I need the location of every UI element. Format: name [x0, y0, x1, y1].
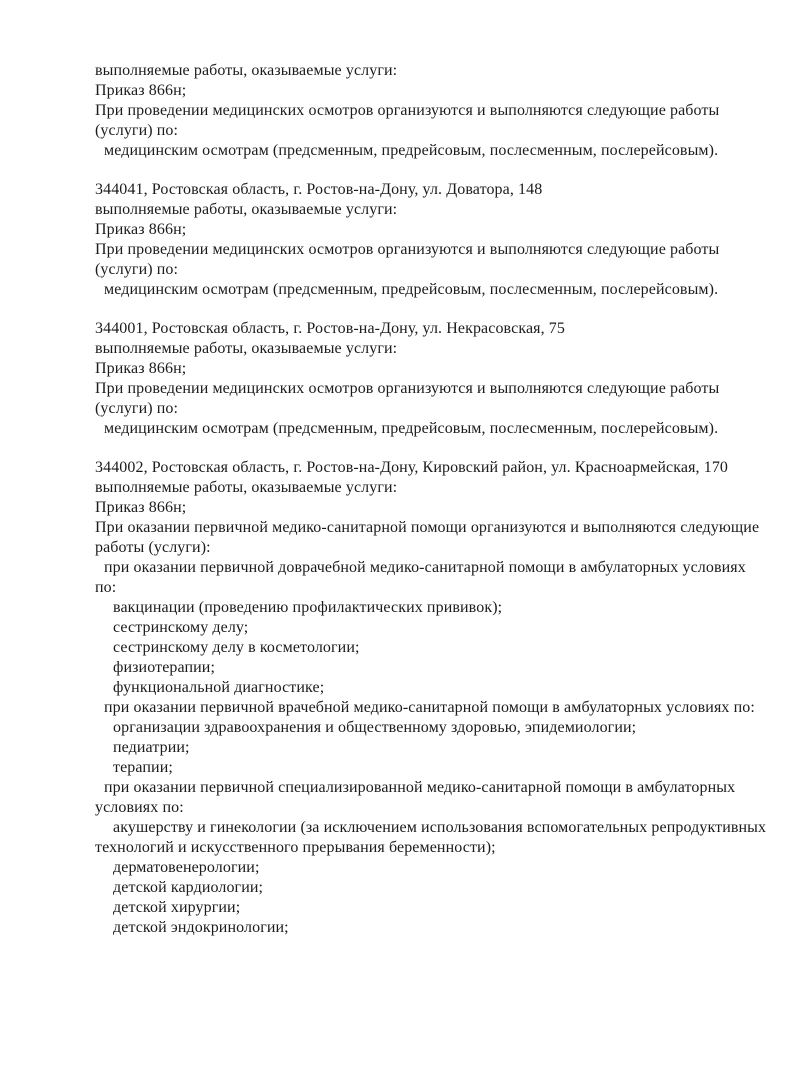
document-line: выполняемые работы, оказываемые услуги: — [95, 62, 398, 79]
document-line: акушерству и гинекологии (за исключением использования вспомогательных репродуктивных — [113, 819, 767, 836]
document-line: технологий и искусственного прерывания беременности); — [95, 839, 496, 856]
document-line: медицинским осмотрам (предсменным, предрейсовым, послесменным, послерейсовым). — [104, 420, 719, 437]
document-line: (услуги) по: — [95, 400, 179, 417]
license-site-block — [95, 180, 772, 300]
license-site-block — [95, 61, 772, 161]
document-line: выполняемые работы, оказываемые услуги: — [95, 479, 398, 496]
document-line: детской эндокринологии; — [113, 919, 289, 936]
document-line: по: — [95, 579, 117, 596]
document-line: при оказании первичной доврачебной медико-санитарной помощи в амбулаторных условиях — [104, 559, 746, 576]
document-line: вакцинации (проведению профилактических прививок); — [113, 599, 503, 616]
license-site-block — [95, 319, 772, 439]
document-line: детской хирургии; — [113, 899, 241, 916]
document-line: дерматовенерологии; — [113, 859, 260, 876]
document-line: педиатрии; — [113, 739, 190, 756]
license-site-block — [95, 458, 772, 938]
document-line: детской кардиологии; — [113, 879, 264, 896]
document-line: при оказании первичной врачебной медико-санитарной помощи в амбулаторных условиях по: — [104, 699, 755, 716]
document-line: Приказ 866н; — [95, 82, 187, 99]
document-line: выполняемые работы, оказываемые услуги: — [95, 201, 398, 218]
document-line: (услуги) по: — [95, 261, 179, 278]
document-line: физиотерапии; — [113, 659, 216, 676]
document-line: Приказ 866н; — [95, 221, 187, 238]
document-line: При проведении медицинских осмотров организуются и выполняются следующие работы — [95, 241, 720, 258]
document-content — [95, 61, 772, 938]
document-line: (услуги) по: — [95, 122, 179, 139]
document-line: медицинским осмотрам (предсменным, предрейсовым, послесменным, послерейсовым). — [104, 281, 719, 298]
document-line: терапии; — [113, 759, 173, 776]
address-line: 344002, Ростовская область, г. Ростов-на-Дону, Кировский район, ул. Красноармейская, 170 — [95, 459, 729, 476]
address-line: 344041, Ростовская область, г. Ростов-на-Дону, ул. Доватора, 148 — [95, 181, 543, 198]
document-line: При проведении медицинских осмотров организуются и выполняются следующие работы — [95, 380, 720, 397]
document-line: организации здравоохранения и общественному здоровью, эпидемиологии; — [113, 719, 637, 736]
document-line: При проведении медицинских осмотров организуются и выполняются следующие работы — [95, 102, 720, 119]
document-line: функциональной диагностике; — [113, 679, 325, 696]
document-line: При оказании первичной медико-санитарной помощи организуются и выполняются следующие — [95, 519, 760, 536]
document-line: Приказ 866н; — [95, 499, 187, 516]
address-line: 344001, Ростовская область, г. Ростов-на-Дону, ул. Некрасовская, 75 — [95, 320, 566, 337]
document-line: работы (услуги): — [95, 539, 211, 556]
document-line: при оказании первичной специализированной медико-санитарной помощи в амбулаторных — [104, 779, 736, 796]
document-line: медицинским осмотрам (предсменным, предрейсовым, послесменным, послерейсовым). — [104, 142, 719, 159]
document-line: условиях по: — [95, 799, 184, 816]
document-line: сестринскому делу; — [113, 619, 249, 636]
document-line: сестринскому делу в косметологии; — [113, 639, 360, 656]
document-line: выполняемые работы, оказываемые услуги: — [95, 340, 398, 357]
document-line: Приказ 866н; — [95, 360, 187, 377]
